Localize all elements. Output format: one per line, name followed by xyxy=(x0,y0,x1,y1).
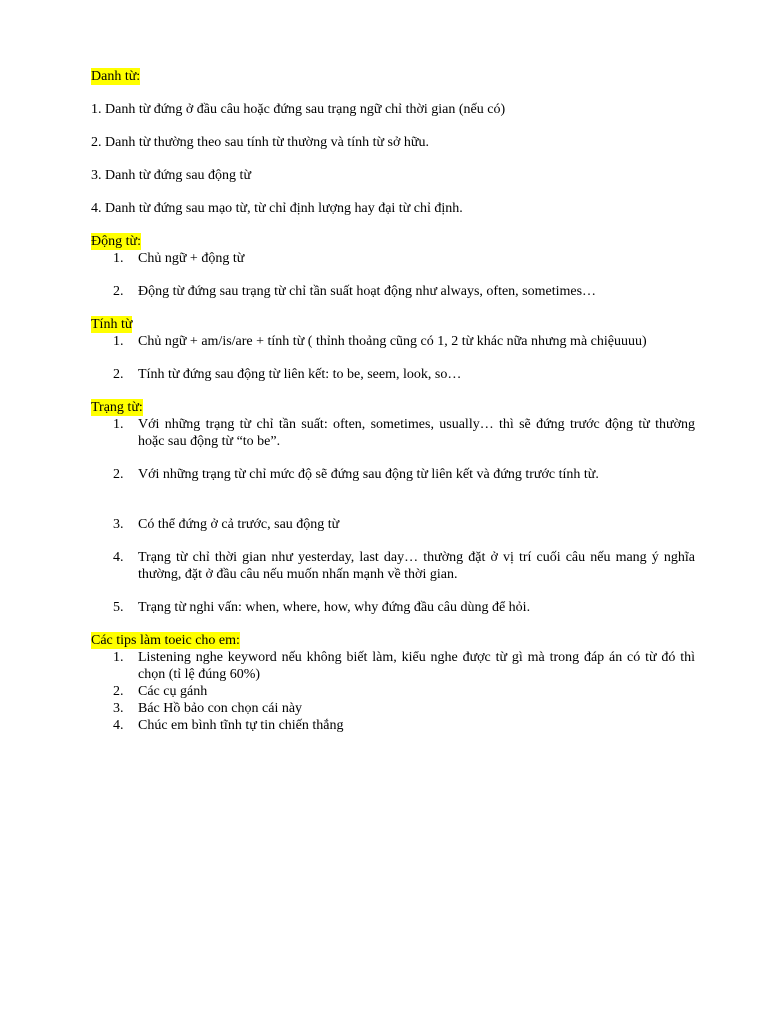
list-item xyxy=(91,649,695,683)
list-text: Chủ ngữ + động từ xyxy=(138,251,245,266)
list-item xyxy=(91,683,695,700)
list-text: Với những trạng từ chỉ tần suất: often, sometimes, usually… thì sẽ đứng trước động từ thường hoặc sau động từ “to be”. xyxy=(138,417,695,449)
list-text: Các cụ gánh xyxy=(138,684,208,699)
verb-heading: Động từ: xyxy=(91,234,141,249)
section-noun xyxy=(91,68,695,85)
list-text: Listening nghe keyword nếu không biết làm, kiểu nghe được từ gì mà trong đáp án có từ đó thì chọn (tỉ lệ đúng 60%) xyxy=(138,650,695,682)
list-text: Chủ ngữ + am/is/are + tính từ ( thỉnh thoảng cũng có 1, 2 từ khác nữa nhưng mà chiệuuuu) xyxy=(138,334,647,349)
adjective-heading: Tính từ xyxy=(91,317,133,332)
tips-heading: Các tips làm toeic cho em: xyxy=(91,633,240,648)
list-text: Tính từ đứng sau động từ liên kết: to be, seem, look, so… xyxy=(138,367,462,382)
noun-item-1: 1. Danh từ đứng ở đầu câu hoặc đứng sau trạng ngữ chỉ thời gian (nếu có) xyxy=(91,102,506,117)
section-adverb xyxy=(91,399,695,416)
list-text: Bác Hồ bảo con chọn cái này xyxy=(138,701,303,716)
noun-heading: Danh từ: xyxy=(91,69,141,84)
noun-item-4: 4. Danh từ đứng sau mạo từ, từ chỉ định lượng hay đại từ chỉ định. xyxy=(91,201,463,216)
list-item xyxy=(91,549,695,583)
list-number: 2. xyxy=(113,467,124,482)
list-number: 1. xyxy=(113,417,124,432)
list-text: Động từ đứng sau trạng từ chỉ tần suất hoạt động như always, often, sometimes… xyxy=(138,284,597,299)
list-item xyxy=(91,250,695,267)
list-number: 5. xyxy=(113,600,124,615)
list-item xyxy=(91,333,695,350)
section-tips xyxy=(91,632,695,649)
list-item xyxy=(91,466,695,483)
list-number: 2. xyxy=(113,684,124,699)
list-number: 2. xyxy=(113,284,124,299)
list-number: 3. xyxy=(113,517,124,532)
tips-list xyxy=(91,649,695,734)
list-number: 4. xyxy=(113,718,124,733)
section-adjective xyxy=(91,316,695,333)
list-text: Chúc em bình tĩnh tự tin chiến thắng xyxy=(138,718,344,733)
list-item xyxy=(91,717,695,734)
list-item xyxy=(91,283,695,300)
section-verb xyxy=(91,233,695,250)
list-text: Với những trạng từ chỉ mức độ sẽ đứng sau động từ liên kết và đứng trước tính từ. xyxy=(138,467,599,482)
adverb-heading: Trạng từ: xyxy=(91,400,143,415)
list-item xyxy=(91,516,695,533)
document-page xyxy=(91,68,695,734)
list-item xyxy=(91,366,695,383)
list-item xyxy=(91,599,695,616)
list-text: Trạng từ nghi vấn: when, where, how, why đứng đầu câu dùng để hỏi. xyxy=(138,600,531,615)
list-item xyxy=(91,416,695,450)
verb-list xyxy=(91,250,695,300)
list-number: 1. xyxy=(113,650,124,665)
list-number: 1. xyxy=(113,251,124,266)
adverb-list xyxy=(91,416,695,616)
list-text: Có thể đứng ở cả trước, sau động từ xyxy=(138,517,340,532)
list-number: 2. xyxy=(113,367,124,382)
list-text: Trạng từ chỉ thời gian như yesterday, last day… thường đặt ở vị trí cuối câu nếu mang ý nghĩa thường, đặt ở đầu câu nếu muốn nhấn mạnh về thời gian. xyxy=(138,550,695,582)
adjective-list xyxy=(91,333,695,383)
list-number: 1. xyxy=(113,334,124,349)
list-item xyxy=(91,700,695,717)
noun-item-2: 2. Danh từ thường theo sau tính từ thường và tính từ sở hữu. xyxy=(91,135,429,150)
list-number: 4. xyxy=(113,550,124,565)
list-number: 3. xyxy=(113,701,124,716)
noun-item-3: 3. Danh từ đứng sau động từ xyxy=(91,168,252,183)
